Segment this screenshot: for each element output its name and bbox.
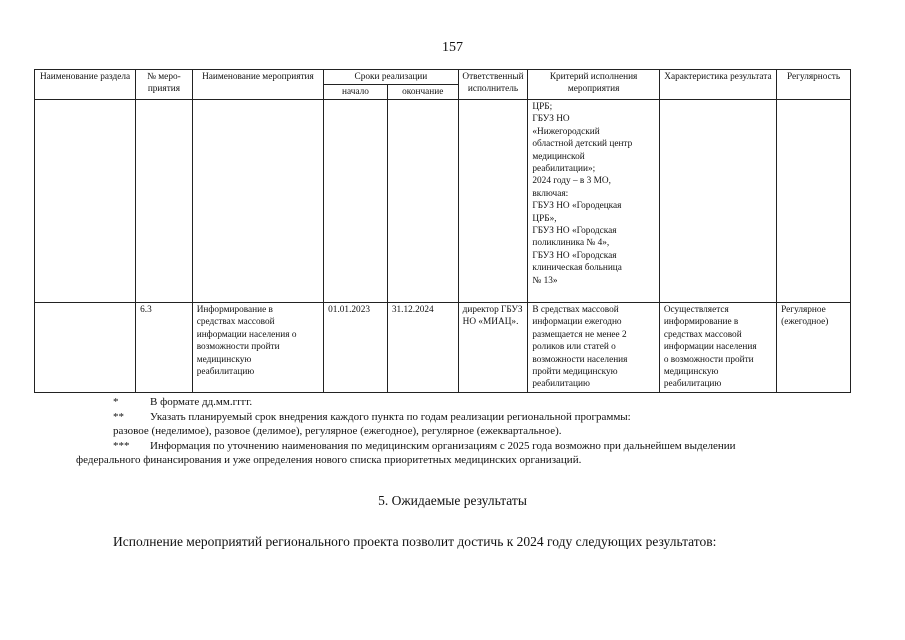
header-start: начало bbox=[324, 85, 388, 100]
row-6-3-end: 31.12.2024 bbox=[387, 303, 458, 393]
section-heading: 5. Ожидаемые результаты bbox=[378, 493, 527, 508]
header-section-name: Наименование раздела bbox=[35, 70, 136, 100]
row-6-3-event-name: Информирование в средствах массовой информации населения о возможности пройти медицинскую реабилитацию bbox=[192, 303, 323, 393]
header-responsible: Ответственный исполнитель bbox=[458, 70, 528, 100]
footnote-2-continuation: разовое (неделимое), разовое (делимое), регулярное (ежегодное), регулярное (ежеквартальное). bbox=[113, 425, 562, 437]
table-row-6-3 bbox=[35, 303, 851, 393]
header-dates: Сроки реализации bbox=[324, 70, 458, 85]
results-intro-paragraph: Исполнение мероприятий регионального проекта позволит достичь к 2024 году следующих результатов: bbox=[113, 534, 717, 549]
header-end: окончание bbox=[387, 85, 458, 100]
header-result: Характеристика результата bbox=[659, 70, 776, 100]
activities-table bbox=[34, 69, 851, 393]
page-number: 157 bbox=[442, 40, 463, 55]
row-6-3-result: Осуществляется информирование в средствах массовой информации населения о возможности пройти медицинскую реабилитацию bbox=[659, 303, 776, 393]
footnote-1-mark: * bbox=[113, 396, 119, 408]
row-6-3-start: 01.01.2023 bbox=[324, 303, 388, 393]
header-criterion: Критерий исполнения мероприятия bbox=[528, 70, 659, 100]
table-row-continuation bbox=[35, 100, 851, 303]
row-6-3-number: 6.3 bbox=[136, 303, 193, 393]
footnote-3 bbox=[0, 439, 905, 454]
footnote-2-mark: ** bbox=[113, 410, 124, 423]
footnote-2-text: Указать планируемый срок внедрения каждого пункта по годам реализации региональной программы: bbox=[150, 410, 631, 423]
footnotes bbox=[0, 395, 905, 468]
footnote-2 bbox=[0, 410, 905, 425]
continuation-criterion: ЦРБ; ГБУЗ НО «Нижегородский областной детский центр медицинской реабилитации»; 2024 году – в 3 МО, включая: ГБУЗ НО «Городецкая ЦРБ», ГБУЗ НО «Городская поликлиника № 4», ГБУЗ НО «Городская клиническая больница № 13» bbox=[528, 100, 659, 303]
footnote-1 bbox=[0, 395, 905, 410]
header-event-name: Наименование мероприятия bbox=[192, 70, 323, 100]
footnote-3-continuation: федерального финансирования и уже определения нового списка приоритетных медицинских организаций. bbox=[76, 454, 582, 466]
header-event-number: № меро-приятия bbox=[136, 70, 193, 100]
header-regularity: Регулярность bbox=[777, 70, 851, 100]
row-6-3-criterion: В средствах массовой информации ежегодно размещается не менее 2 роликов или статей о возможности населения пройти медицинскую реабилитацию bbox=[528, 303, 659, 393]
footnote-3-text: Информация по уточнению наименования по медицинским организациям с 2025 года возможно при дальнейшем выделении bbox=[150, 439, 736, 452]
row-6-3-responsible: директор ГБУЗ НО «МИАЦ». bbox=[458, 303, 528, 393]
footnote-1-text: В формате дд.мм.гггг. bbox=[150, 396, 253, 408]
footnote-3-mark: *** bbox=[113, 439, 130, 452]
row-6-3-regularity: Регулярное (ежегодное) bbox=[777, 303, 851, 393]
